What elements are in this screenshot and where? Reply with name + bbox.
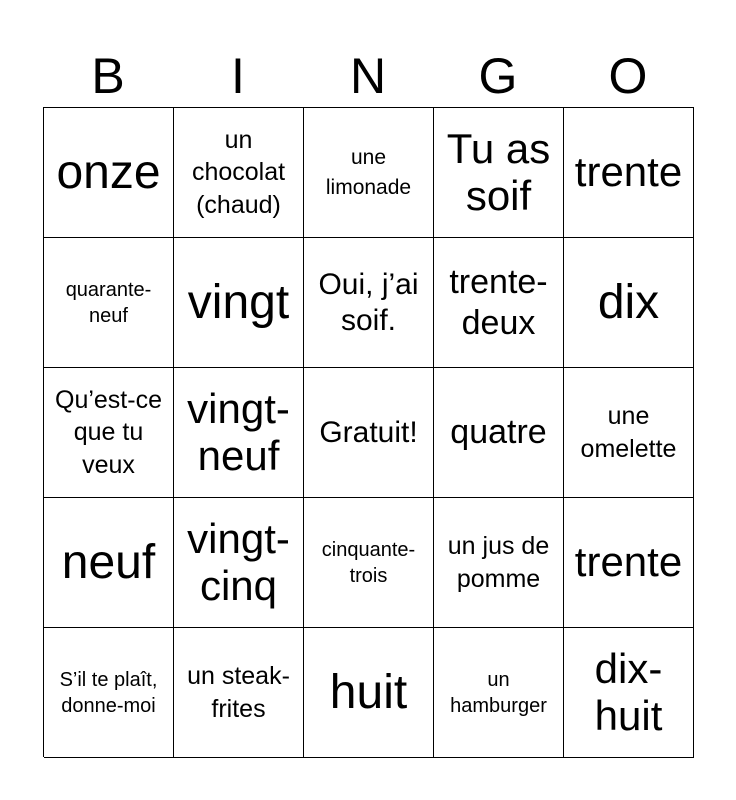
bingo-cell-r5-c4[interactable]: un hamburger — [434, 628, 564, 758]
header-letter-n: N — [349, 48, 387, 104]
bingo-cell-r5-c5[interactable]: dix-huit — [564, 628, 694, 758]
header-letter-g: G — [478, 48, 518, 104]
bingo-cell-r1-c4[interactable]: Tu as soif — [434, 108, 564, 238]
bingo-cell-r3-c1[interactable]: Qu’est-ce que tu veux — [44, 368, 174, 498]
bingo-cell-r2-c5[interactable]: dix — [564, 238, 694, 368]
bingo-cell-r5-c1[interactable]: S’il te plaît, donne-moi — [44, 628, 174, 758]
bingo-cell-r3-c4[interactable]: quatre — [434, 368, 564, 498]
bingo-cell-r4-c2[interactable]: vingt-cinq — [174, 498, 304, 628]
bingo-cell-r2-c2[interactable]: vingt — [174, 238, 304, 368]
bingo-cell-r3-c3[interactable]: Gratuit! — [304, 368, 434, 498]
bingo-cell-r3-c5[interactable]: une omelette — [564, 368, 694, 498]
bingo-cell-r2-c3[interactable]: Oui, j’ai soif. — [304, 238, 434, 368]
bingo-cell-r4-c4[interactable]: un jus de pomme — [434, 498, 564, 628]
header-letter-b: B — [91, 48, 125, 104]
bingo-cell-r3-c2[interactable]: vingt-neuf — [174, 368, 304, 498]
bingo-cell-r4-c1[interactable]: neuf — [44, 498, 174, 628]
header-letter-o: O — [608, 48, 648, 104]
bingo-cell-r2-c1[interactable]: quarante-neuf — [44, 238, 174, 368]
bingo-cell-r5-c2[interactable]: un steak-frites — [174, 628, 304, 758]
bingo-cell-r5-c3[interactable]: huit — [304, 628, 434, 758]
bingo-cell-r2-c4[interactable]: trente-deux — [434, 238, 564, 368]
bingo-cell-r1-c5[interactable]: trente — [564, 108, 694, 238]
header-letter-i: I — [231, 48, 245, 104]
bingo-cell-r1-c2[interactable]: un chocolat (chaud) — [174, 108, 304, 238]
bingo-cell-r1-c1[interactable]: onze — [44, 108, 174, 238]
bingo-cell-r1-c3[interactable]: une limonade — [304, 108, 434, 238]
bingo-board — [43, 107, 694, 757]
bingo-header — [43, 44, 693, 108]
bingo-cell-r4-c5[interactable]: trente — [564, 498, 694, 628]
bingo-cell-r4-c3[interactable]: cinquante-trois — [304, 498, 434, 628]
